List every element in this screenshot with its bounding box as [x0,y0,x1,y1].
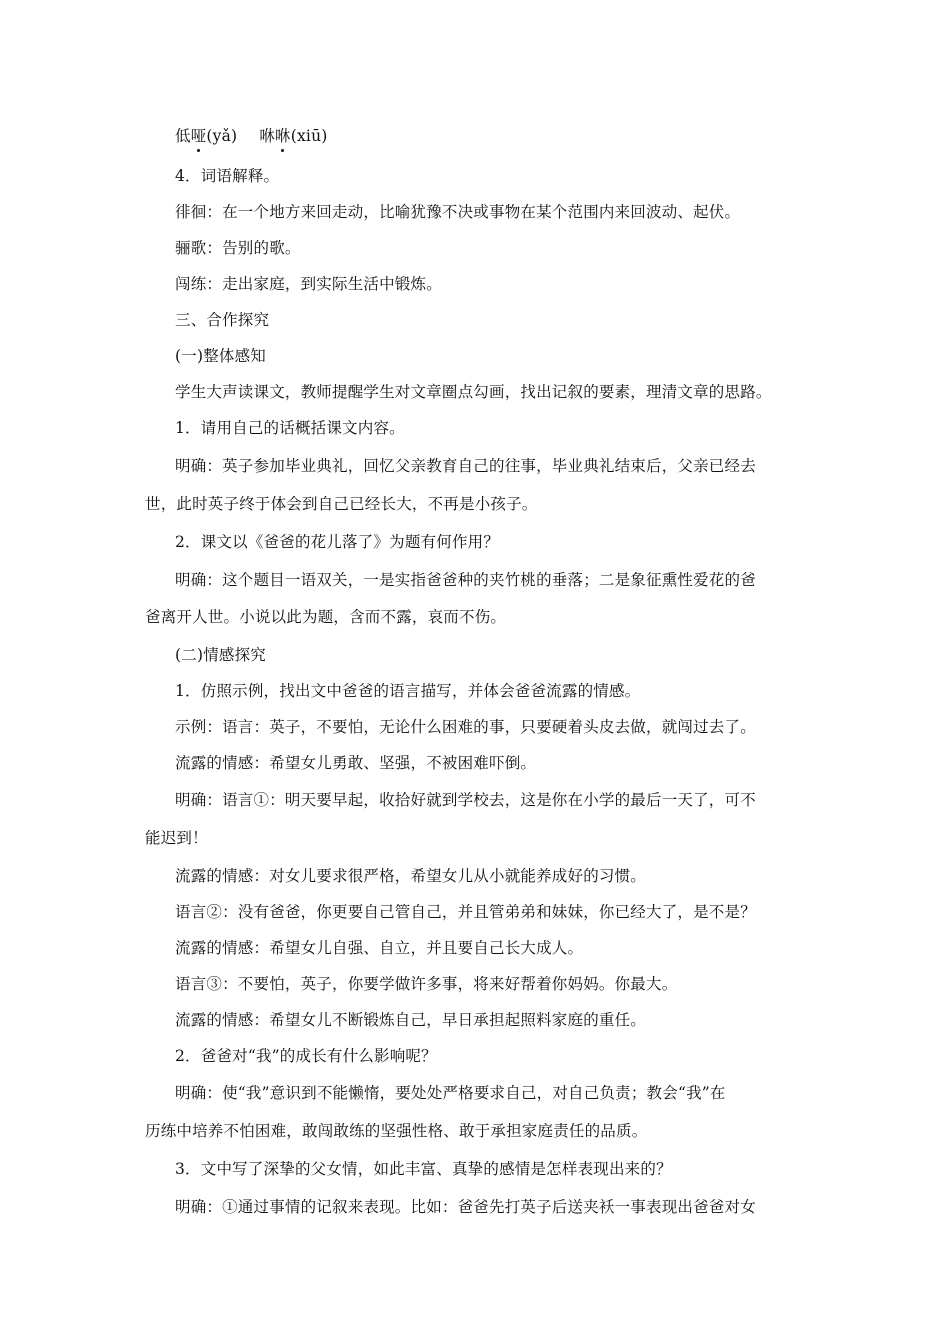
word-1-dotted-char: 哑 [190,127,207,145]
example-emotion: 流露的情感：希望女儿勇敢、坚强，不被困难吓倒。 [175,754,537,772]
answer-emotion-2-line-2: 历练中培养不怕困难，敢闯敢练的坚强性格、敢于承担家庭责任的品质。 [145,1122,648,1140]
word-2-prefix: 咻 [259,127,276,145]
question-emotion-1: 1．仿照示例，找出文中爸爸的语言描写，并体会爸爸流露的情感。 [175,682,641,700]
answer-emotion-3-line-1: 明确：①通过事情的记叙来表现。比如：爸爸先打英子后送夹袄一事表现出爸爸对女 [175,1198,756,1216]
question-2: 2．课文以《爸爸的花儿落了》为题有何作用？ [175,533,500,551]
pronunciation-line [175,126,328,146]
section-heading-word-explanation: 4．词语解释。 [175,167,280,185]
emotion-1: 流露的情感：对女儿要求很严格，希望女儿从小就能养成好的习惯。 [175,867,647,885]
answer-language-1-line-1: 明确：语言①：明天要早起，收拾好就到学校去，这是你在小学的最后一天了，可不 [175,791,756,809]
answer-2-line-1: 明确：这个题目一语双关，一是实指爸爸种的夹竹桃的垂落；二是象征熏性爱花的爸 [175,571,756,589]
question-emotion-3: 3．文中写了深挚的父女情，如此丰富、真挚的感情是怎样表现出来的？ [175,1160,672,1178]
section-heading-cooperative-inquiry: 三、合作探究 [175,311,270,329]
word-1-prefix: 低 [175,127,191,145]
question-emotion-2: 2．爸爸对“我”的成长有什么影响呢？ [175,1047,437,1065]
subheading-emotion-inquiry: (二)情感探究 [175,646,266,664]
definition-lige: 骊歌：告别的歌。 [175,239,301,257]
question-1: 1．请用自己的话概括课文内容。 [175,419,405,437]
answer-1-line-1: 明确：英子参加毕业典礼，回忆父亲教育自己的往事，毕业典礼结束后，父亲已经去 [175,457,756,475]
answer-2-line-2: 爸离开人世。小说以此为题，含而不露，哀而不伤。 [145,608,507,626]
answer-1-line-2: 世，此时英子终于体会到自己已经长大，不再是小孩子。 [145,495,538,513]
definition-chuanglian: 闯练：走出家庭，到实际生活中锻炼。 [175,275,442,293]
subheading-overall-perception: (一)整体感知 [175,347,266,365]
language-2: 语言②：没有爸爸，你更要自己管自己，并且管弟弟和妹妹，你已经大了，是不是？ [175,903,756,921]
example-language: 示例：语言：英子，不要怕，无论什么困难的事，只要硬着头皮去做，就闯过去了。 [175,718,756,736]
definition-paihuai: 徘徊：在一个地方来回走动，比喻犹豫不决或事物在某个范围内来回波动、起伏。 [175,203,741,221]
language-3: 语言③：不要怕，英子，你要学做许多事，将来好帮着你妈妈。你最大。 [175,975,678,993]
answer-emotion-2-line-1: 明确：使“我”意识到不能懒惰，要处处严格要求自己，对自己负责；教会“我”在 [175,1084,726,1102]
emotion-2: 流露的情感：希望女儿自强、自立，并且要自己长大成人。 [175,939,584,957]
paragraph-instruction: 学生大声读课文，教师提醒学生对文章圈点勾画，找出记叙的要素，理清文章的思路。 [175,383,772,401]
word-1-pinyin: (yǎ) [206,127,238,145]
emotion-3: 流露的情感：希望女儿不断锻炼自己，早日承担起照料家庭的重任。 [175,1011,647,1029]
word-2-pinyin: (xiū) [290,127,328,145]
answer-language-1-line-2: 能迟到！ [145,829,208,847]
word-2-dotted-char: 咻 [275,127,291,145]
